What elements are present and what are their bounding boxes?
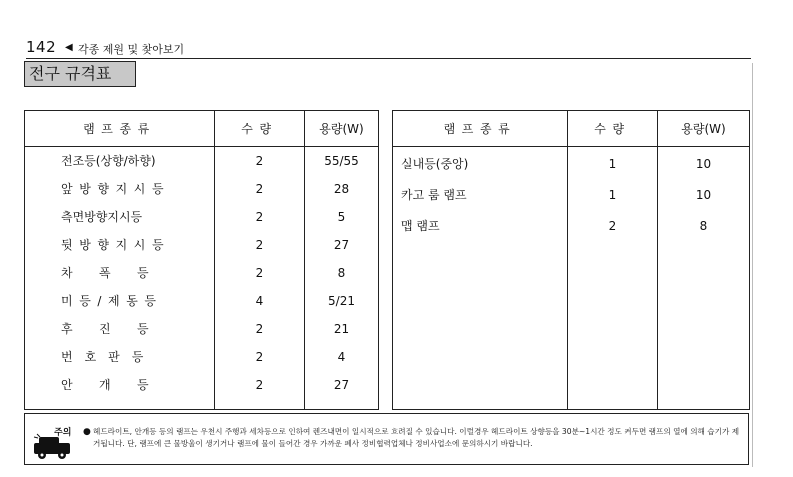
margin-line (752, 63, 753, 467)
capacity-column (658, 147, 750, 410)
column-header-type: 램프종류 (393, 111, 568, 147)
table-cell: 후진등 (61, 322, 175, 336)
table-cell: 2 (255, 182, 264, 196)
column-header-qty: 수량 (215, 111, 305, 147)
lamp-table-left (24, 110, 379, 410)
table-cell: 2 (255, 322, 264, 336)
breadcrumb: 각종 제원 및 찾아보기 (78, 43, 185, 56)
section-title: 전구 규격표 (24, 61, 136, 87)
lamp-name-column (25, 147, 215, 410)
qty-column (568, 147, 658, 410)
table-cell: 안개등 (61, 378, 175, 392)
qty-column (215, 147, 305, 410)
table-cell: 4 (337, 350, 346, 364)
page-header (26, 38, 751, 59)
table-cell: 4 (255, 294, 264, 308)
table-cell: 10 (695, 188, 712, 202)
table-cell: 뒷방향지시등 (61, 238, 171, 252)
table-cell: 1 (608, 157, 617, 171)
triangle-left-icon: ◀ (65, 42, 73, 53)
caution-note (24, 413, 749, 465)
table-cell: 55/55 (324, 154, 359, 168)
page-number: 142 (26, 38, 57, 56)
bullet-icon: ● (83, 427, 91, 437)
column-header-type: 램프종류 (25, 111, 215, 147)
table-cell: 카고 룸 램프 (401, 188, 467, 202)
caution-label: 주의 (54, 428, 72, 438)
table-cell: 2 (255, 350, 264, 364)
table-cell: 미등/제동등 (61, 294, 163, 308)
table-cell: 1 (608, 188, 617, 202)
lamp-name-column (393, 147, 568, 410)
table-cell: 측면방향지시등 (61, 210, 143, 224)
caution-text: 헤드라이트, 안개등 등의 램프는 우천시 주행과 세차등으로 인하여 렌즈내면이 일시적으로 흐려질 수 있습니다. 이럴경우 헤드라이트 상향등을 30분~1시간 정도 켜두면 램프의 열에 의해 습기가 제거됩니다. 단, 램프에 큰 물방울이 생기거나 램프에 물이 들어간 경우 가까운 폐사 정비협력업체나 정비사업소에 문의하시기 바랍니다. (93, 427, 740, 448)
table-cell: 10 (695, 157, 712, 171)
lamp-table-right (392, 110, 750, 410)
table-cell: 21 (333, 322, 350, 336)
column-header-qty: 수량 (568, 111, 658, 147)
table-cell: 27 (333, 378, 350, 392)
table-cell: 차폭등 (61, 266, 175, 280)
table-cell: 2 (255, 378, 264, 392)
table-cell: 27 (333, 238, 350, 252)
table-cell: 28 (333, 182, 350, 196)
table-cell: 8 (699, 219, 708, 233)
table-cell: 앞방향지시등 (61, 182, 171, 196)
table-cell: 5 (337, 210, 346, 224)
table-cell: 2 (608, 219, 617, 233)
table-cell: 번호판등 (61, 350, 156, 364)
table-cell: 실내등(중앙) (401, 157, 469, 171)
table-cell: 5/21 (328, 294, 355, 308)
capacity-column (305, 147, 379, 410)
column-header-capacity: 용량(W) (305, 111, 379, 147)
table-cell: 2 (255, 210, 264, 224)
table-cell: 전조등(상향/하향) (61, 154, 156, 168)
table-cell: 2 (255, 266, 264, 280)
table-cell: 맵 램프 (401, 219, 440, 233)
table-cell: 8 (337, 266, 346, 280)
table-cell: 2 (255, 154, 264, 168)
table-cell: 2 (255, 238, 264, 252)
column-header-capacity: 용량(W) (658, 111, 750, 147)
